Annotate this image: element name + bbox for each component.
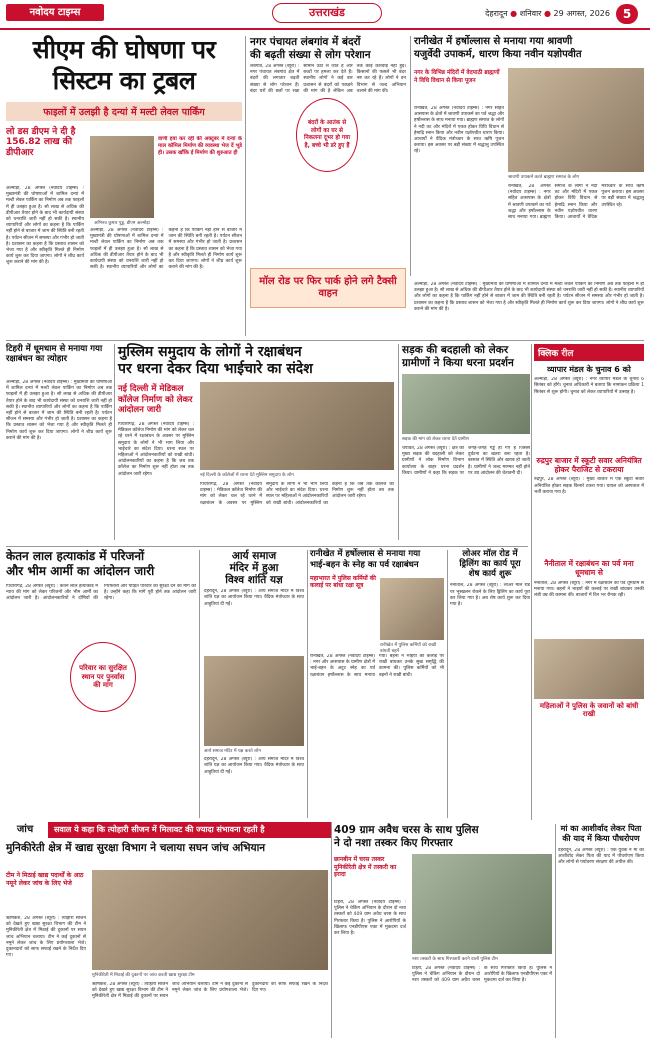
tehri-festival-headline: टिहरी में धूमधाम से मनाया गया रक्षाबंधन का त्योहार <box>6 344 103 364</box>
col-divider <box>245 36 246 336</box>
food-story <box>6 842 328 1038</box>
edition-date <box>470 8 610 19</box>
road-body: चंपावत, 28 अगस्त (ब्यूरो) : क्षेत्र की मुख्य सड़क की बदहाली को लेकर ग्रामीणों ने लोक निर्माण विभाग कार्यालय के बाहर धरना प्रदर्शन किया। ग्रामीणों ने कहा कि सड़क पर जगह-जगह गड्ढे हो गए हैं जिससे दुर्घटना का खतरा बना रहता है। बरसात में स्थिति और खराब हो जाती है। ग्रामीणों ने जल्द मरम्मत नहीं होने पर उग्र आंदोलन की चेतावनी दी। <box>402 446 530 476</box>
tehri-festival-story <box>6 344 112 540</box>
arya-headline-1: आर्य समाज <box>231 550 277 562</box>
ranikhet-rakhi-body: रानीखेत, 28 अगस्त (नवोदय टाइम्स) : नगर और आसपास के ग्रामीण क्षेत्रों में भाई-बहन के अटूट स्नेह का पर्व रक्षाबंधन हर्षोल्लास के साथ मनाया गया। बहनों ने भाइयों की कलाई पर राखी बांधकर उनके सुख समृद्धि की कामना की। पुलिस कर्मियों को भी बहनों ने राखी बांधी। <box>310 654 444 678</box>
ranikhet-rakhi-photo <box>380 578 444 640</box>
arya-headline-3: विश्व शांति यज्ञ <box>225 574 283 587</box>
ketan-story <box>6 550 196 818</box>
ranikhet-rakhi-headline-2: भाई-बहन के स्नेह का पर्व रक्षाबंधन <box>310 559 419 570</box>
food-body-left: ऋषिकेश, 28 अगस्त (ब्यूरो) : त्योहारी सीजन को देखते हुए खाद्य सुरक्षा विभाग की टीम ने मुनिकीरेती क्षेत्र में मिठाई की दुकानों पर सघन जांच अभियान चलाया। टीम ने कई दुकानों से नमूने लेकर जांच के लिए प्रयोगशाला भेजे। दुकानदारों को साफ सफाई रखने के निर्देश दिए गए। <box>6 916 86 959</box>
shravani-bullet: नगर के विभिन्न मंदिरों में वेदपाठी ब्राह्मणों ने विधि विधान से किया पूजन <box>414 70 500 84</box>
charas-story <box>334 824 552 1038</box>
lead-deck: फाइलों में उलझी है दन्यां में मल्टी लेवल पार्किंग <box>6 102 242 121</box>
monkey-story <box>250 36 406 336</box>
rakhi-protest-body-right: पिथौरागढ़, 28 अगस्त (नवोदय टाइम्स) : मेडिकल कॉलेज निर्माण की मांग को लेकर चल रहे धरने में रक्षाबंधन के अवसर पर मुस्लिम समुदाय के लोगों ने भी भाग लिया और भाईचारे का संदेश दिया। धरना स्थल पर महिलाओं ने आंदोलनकारियों को राखी बांधी। आंदोलनकारियों का कहना है कि जब तक कॉलेज का निर्माण शुरू नहीं होता तब तक आंदोलन जारी रहेगा। <box>200 482 394 506</box>
section-name: उत्तराखंड <box>272 3 382 23</box>
paper-logo: नवोदय टाइम्स <box>6 4 104 21</box>
rakhi-protest-headline-1: मुस्लिम समुदाय के लोगों ने रक्षाबंधन <box>118 344 302 360</box>
nainital-body: नैनीताल, 28 अगस्त (ब्यूरो) : नगर में रक्षाबंधन का पर्व धूमधाम से मनाया गया। बहनों ने भाइयों की कलाई पर राखी बांधकर उनकी लंबी उम्र की कामना की। बाजारों में दिन भर रौनक रही। <box>534 580 644 599</box>
ketan-body: पिथौरागढ़, 28 अगस्त (ब्यूरो) : केतन लाल हत्याकांड में न्याय की मांग को लेकर परिजनों और भीम आर्मी का आंदोलन जारी है। आंदोलनकारियों ने दोषियों की गिरफ्तारी और पीड़ित परिवार को सुरक्षा देने की मांग की है। उन्होंने कहा कि मांगें पूरी होने तक आंदोलन जारी रहेगा। <box>6 584 196 602</box>
lead-headline-2: सिस्टम का ट्रबल <box>52 65 196 95</box>
cm-photo <box>90 136 154 218</box>
scooter-headline: रुद्रपुर बाजार में स्कूटी सवार अनियंत्रित होकर पैराजिट से टकराया <box>536 456 642 474</box>
date: 29 अगस्त, 2026 <box>553 9 610 18</box>
charas-body-right: टिहरी, 28 अगस्त (नवोदय टाइम्स) : पुलिस ने चेकिंग अभियान के दौरान दो नशा तस्करों को 409 ग्राम अवैध चरस के साथ गिरफ्तार किया है। पुलिस ने आरोपियों के खिलाफ एनडीपीएस एक्ट में मुकदमा दर्ज कर लिया है। <box>412 966 552 984</box>
road-headline-2: ग्रामीणों ने किया धरना प्रदर्शन <box>402 357 514 370</box>
charas-headline-2: ने दो नशा तस्कर किए गिरफ्तार <box>334 837 453 850</box>
charas-bullet: छानबीन में चरस तस्कर मुनिकीरेती क्षेत्र में तस्करी का इरादा <box>334 856 397 878</box>
arya-photo <box>204 656 304 746</box>
col-divider <box>199 550 200 818</box>
monkey-callout <box>296 98 358 172</box>
rakhi-protest-sub: नई दिल्ली में मेडिकल कॉलेज निर्माण को लेकर आंदोलन जारी <box>118 384 193 415</box>
lead-body-left: अल्मोड़ा, 28 अगस्त (नवोदय टाइम्स) : मुख्यमंत्री की घोषणाओं में शामिल दन्यां में मल्टी लेवल पार्किंग का निर्माण अब तक फाइलों में ही उलझा हुआ है। सौ लाख से अधिक की डीपीआर तैयार होने के बाद भी कार्यदायी संस्था को धनराशि जारी नहीं हो सकी है। स्थानीय व्यापारियों और लोगों का कहना है कि पार्किंग नहीं होने से बाजार में जाम की स्थिति बनी रहती है। पर्यटन सीजन में समस्या और गंभीर हो जाती है। प्रशासन का कहना है कि प्रस्ताव शासन को भेजा गया है और स्वीकृति मिलते ही निर्माण कार्य शुरू कर दिया जाएगा। लोगों ने शीघ्र कार्य शुरू कराने की मांग की है। <box>6 186 84 266</box>
monkey-headline-1: नगर पंचायत लंबगांव में बंदरों <box>250 36 361 48</box>
lower-mall-headline-3: शेष कार्य शुरू <box>468 568 512 579</box>
shravani-story <box>414 36 644 280</box>
rakhi-protest-body-left: पिथौरागढ़, 28 अगस्त (नवोदय टाइम्स) : मेडिकल कॉलेज निर्माण की मांग को लेकर चल रहे धरने में रक्षाबंधन के अवसर पर मुस्लिम समुदाय के लोगों ने भी भाग लिया और भाईचारे का संदेश दिया। धरना स्थल पर महिलाओं ने आंदोलनकारियों को राखी बांधी। आंदोलनकारियों का कहना है कि जब तक कॉलेज का निर्माण शुरू नहीं होता तब तक आंदोलन जारी रहेगा। <box>118 422 194 477</box>
rakhi-protest-headline-2: पर धरना देकर दिया भाईचारे का संदेश <box>118 361 313 378</box>
notice-strip: अल्मोड़ा, 28 अगस्त (नवोदय टाइम्स) : मुख्यमंत्री की घोषणाओं में शामिल दन्यां में मल्टी लेवल पार्किंग का निर्माण अब तक फाइलों में ही उलझा हुआ है। सौ लाख से अधिक की डीपीआर तैयार होने के बाद भी कार्यदायी संस्था को धनराशि जारी नहीं हो सकी है। स्थानीय व्यापारियों और लोगों का कहना है कि पार्किंग नहीं होने से बाजार में जाम की स्थिति बनी रहती है। पर्यटन सीजन में समस्या और गंभीर हो जाती है। प्रशासन का कहना है कि प्रस्ताव शासन को भेजा गया है और स्वीकृति मिलते ही निर्माण कार्य शुरू कर दिया जाएगा। लोगों ने शीघ्र कार्य शुरू कराने की मांग की है। <box>414 282 644 312</box>
shravani-photo-caption: श्रावणी उपाकर्म करते ब्राह्मण समाज के लोग <box>508 175 580 180</box>
rakhi-protest-photo <box>200 382 394 470</box>
food-bullet: टीम ने मिठाई खाद्य पदार्थों के आठ नमूने लेकर जांच के लिए भेजे <box>6 872 84 887</box>
road-photo <box>402 374 530 434</box>
lower-mall-body: नैनीताल, 28 अगस्त (ब्यूरो) : लोअर मॉल रोड पर भूस्खलन रोकने के लिए ड्रिलिंग का कार्य पूरा कर लिया गया है। अब शेष कार्य शुरू कर दिया गया है। <box>450 583 530 607</box>
police-rakhi-caption: महिलाओं ने पुलिस के जवानों को बांधी राखी <box>539 701 639 718</box>
page-number: 5 <box>616 4 638 24</box>
col-divider <box>447 550 448 818</box>
shravani-headline-2: यजुर्वेदी उपाकर्म, धारण किया नवीन यज्ञोपवीत <box>414 48 582 60</box>
mother-body: देहरादून, 28 अगस्त (ब्यूरो) : एक युवक ने मां का आशीर्वाद लेकर पिता की याद में पौधरोपण किया और लोगों से पर्यावरण संरक्षण की अपील की। <box>558 848 644 866</box>
click-label-1: क्लिक <box>538 349 559 359</box>
ketan-callout <box>70 642 136 712</box>
taxi-box-text: मॉल रोड पर फिर पार्क होने लगे टैक्सी वाहन <box>259 276 397 299</box>
election-body: अल्मोड़ा, 28 अगस्त (ब्यूरो) : नगर व्यापार मंडल के चुनाव 6 सितंबर को होंगे। चुनाव अधिकारी ने बताया कि नामांकन प्रक्रिया 1 सितंबर से शुरू होगी। चुनाव को लेकर व्यापारियों में उत्साह है। <box>534 377 644 395</box>
col-divider <box>114 344 115 540</box>
charas-photo <box>412 854 552 954</box>
food-headline: मुनिकीरेती क्षेत्र में खाद्य सुरक्षा विभाग ने चलाया सघन जांच अभियान <box>6 842 266 854</box>
lead-quote: वाणी हवा कर रही की अक्टूबर में दन्यां के माल कॉमिल मिर्माण की व्यवस्था भेज दें भूडे ही। उसक खाँकि ई मिर्माण की शुरुआत ही <box>158 136 242 156</box>
ranikhet-rakhi-photo-caption: रानीखेत में पुलिस कर्मियों को राखी बांधती बहनें <box>380 643 437 654</box>
shravani-photo <box>508 68 644 172</box>
click-label-2: रील <box>561 349 574 359</box>
col-divider <box>398 344 399 540</box>
arya-body-2: देहरादून, 28 अगस्त (ब्यूरो) : आर्य समाज मंदिर में विश्व शांति यज्ञ का आयोजन किया गया। वैदिक मंत्रोच्चार के साथ आहुतियां दी गईं। <box>204 757 304 775</box>
col-divider <box>555 824 556 1038</box>
taxi-box <box>250 268 406 308</box>
col-divider <box>531 344 532 820</box>
food-photo <box>92 870 328 970</box>
bullet-dot: ● <box>510 9 518 18</box>
lower-mall-story <box>450 550 530 818</box>
mother-story <box>558 824 644 1038</box>
row-divider <box>6 546 528 547</box>
bullet-dot: ● <box>544 9 551 18</box>
rakhi-protest-story <box>118 344 394 542</box>
masthead <box>0 0 650 30</box>
arya-story <box>204 550 304 818</box>
arya-body: देहरादून, 28 अगस्त (ब्यूरो) : आर्य समाज मंदिर में विश्व शांति यज्ञ का आयोजन किया गया। वैदिक मंत्रोच्चार के साथ आहुतियां दी गईं। <box>204 589 304 607</box>
nainital-headline: नैनीताल में रक्षाबंधन का पर्व मना धूमधाम से <box>544 559 634 578</box>
monkey-callout-text: बंदरों के आतंक से लोगों का घर से निकलना दूभर हो गया है, बच्चे भी डरे हुए हैं <box>303 120 351 149</box>
ticker-label: जांच <box>16 824 34 835</box>
ketan-headline-2: और भीम आर्मी का आंदोलन जारी <box>6 563 155 578</box>
col-divider <box>307 550 308 818</box>
lead-body-right: अल्मोड़ा, 28 अगस्त (नवोदय टाइम्स) : मुख्यमंत्री की घोषणाओं में शामिल दन्यां में मल्टी लेवल पार्किंग का निर्माण अब तक फाइलों में ही उलझा हुआ है। सौ लाख से अधिक की डीपीआर तैयार होने के बाद भी कार्यदायी संस्था को धनराशि जारी नहीं हो सकी है। स्थानीय व्यापारियों और लोगों का कहना है कि पार्किंग नहीं होने से बाजार में जाम की स्थिति बनी रहती है। पर्यटन सीजन में समस्या और गंभीर हो जाती है। प्रशासन का कहना है कि प्रस्ताव शासन को भेजा गया है और स्वीकृति मिलते ही निर्माण कार्य शुरू कर दिया जाएगा। लोगों ने शीघ्र कार्य शुरू कराने की मांग की है। <box>90 228 242 271</box>
road-photo-caption: सड़क की मांग को लेकर धरना देते ग्रामीण <box>402 437 469 442</box>
shravani-headline-1: रानीखेत में हर्षोल्लास से मनाया गया श्रावणी <box>414 36 573 47</box>
click-label <box>534 344 644 361</box>
ketan-headline-1: केतन लाल हत्याकांड में परिजनों <box>6 549 145 563</box>
click-column <box>534 344 644 820</box>
police-rakhi-photo <box>534 639 644 699</box>
monkey-headline-2: की बढ़ती संख्या से लोग परेशान <box>250 49 371 62</box>
lead-bullet: लो डस डीएम ने दी है 156.82 लाख की डीपीआर <box>6 126 76 159</box>
arya-headline-2: मंदिर में हुआ <box>229 562 279 575</box>
lower-mall-headline-2: ड्रिलिंग का कार्य पूरा <box>459 558 521 569</box>
ranikhet-rakhi-headline-1: रानीखेत में हर्षोल्लास से मनाया गया <box>310 549 421 559</box>
food-body-right: ऋषिकेश, 28 अगस्त (ब्यूरो) : त्योहारी सीजन को देखते हुए खाद्य सुरक्षा विभाग की टीम ने मुनिकीरेती क्षेत्र में मिठाई की दुकानों पर सघन जांच अभियान चलाया। टीम ने कई दुकानों से नमूने लेकर जांच के लिए प्रयोगशाला भेजे। दुकानदारों को साफ सफाई रखने के निर्देश दिए गए। <box>92 982 328 1000</box>
cm-photo-caption: अभिनव कुमार पुडु, डीएम अल्मोड़ा <box>94 221 150 226</box>
ranikhet-rakhi-bullet: महाभारत में पुलिस कर्मियों की कलाई पर बांधा रक्षा सूत्र <box>310 574 376 590</box>
rakhi-protest-photo-caption: नई दिल्ली के कॉलेजों में धरना देते मुस्लिम समुदाय के लोग <box>200 473 294 478</box>
ranikhet-rakhi-story <box>310 550 444 818</box>
day: शनिवार <box>519 9 542 18</box>
row-divider <box>6 340 644 341</box>
mother-headline: मां का आशीर्वाद लेकर पिता की याद में किया पौधरोपण <box>560 824 642 843</box>
ticker-text: सवाल ये कहा कि त्योहारी सीजन में मिलावट की ज्यादा संभावना रहती है <box>48 822 332 838</box>
election-headline: व्यापार मंडल के चुनाव 6 को <box>547 365 631 374</box>
road-story <box>402 344 530 540</box>
col-divider <box>331 822 332 1038</box>
lead-headline-1: सीएम की घोषणा पर <box>32 35 216 64</box>
charas-body-left: टिहरी, 28 अगस्त (नवोदय टाइम्स) : पुलिस ने चेकिंग अभियान के दौरान दो नशा तस्करों को 409 ग्राम अवैध चरस के साथ गिरफ्तार किया है। पुलिस ने आरोपियों के खिलाफ एनडीपीएस एक्ट में मुकदमा दर्ज कर लिया है। <box>334 900 406 937</box>
shravani-body-right: रानीखेत, 28 अगस्त (नवोदय टाइम्स) : नगर सहित आसपास के क्षेत्रों में श्रावणी उपाकर्म का पर्व श्रद्धा और हर्षोल्लास के साथ मनाया गया। ब्राह्मण समाज के लोगों ने नदी तट और मंदिरों में एकत्र होकर विधि विधान से हेमाद्रि स्नान किया और नवीन यज्ञोपवीत धारण किया। आचार्यों ने वैदिक मंत्रोच्चार के साथ ऋषि पूजन कराया। इस अवसर पर बड़ी संख्या में श्रद्धालु उपस्थित रहे। <box>508 184 644 221</box>
lead-story <box>6 36 242 336</box>
monkey-body: लंबगांव, 28 अगस्त (ब्यूरो) : नगर पंचायत लंबगांव क्षेत्र में बंदरों की लगातार बढ़ती संख्या से लोग परेशान हैं। बंदर घरों की छतों पर रखा सामान उठा ले जाते हैं और बच्चों पर हमला कर देते हैं। स्थानीय लोगों ने कई बार प्रशासन से बंदरों को पकड़ने की मांग की है लेकिन अब तक कोई कार्रवाई नहीं हुई। किसानों की फसलें भी बंदर नष्ट कर रहे हैं। लोगों ने वन विभाग से जल्द अभियान चलाने की मांग की। <box>250 64 406 94</box>
shravani-body-left: रानीखेत, 28 अगस्त (नवोदय टाइम्स) : नगर सहित आसपास के क्षेत्रों में श्रावणी उपाकर्म का पर्व श्रद्धा और हर्षोल्लास के साथ मनाया गया। ब्राह्मण समाज के लोगों ने नदी तट और मंदिरों में एकत्र होकर विधि विधान से हेमाद्रि स्नान किया और नवीन यज्ञोपवीत धारण किया। आचार्यों ने वैदिक मंत्रोच्चार के साथ ऋषि पूजन कराया। इस अवसर पर बड़ी संख्या में श्रद्धालु उपस्थित रहे। <box>414 106 504 155</box>
arya-photo-caption: आर्य समाज मंदिर में यज्ञ करते लोग <box>204 749 261 755</box>
scooter-body: रुद्रपुर, 28 अगस्त (ब्यूरो) : मुख्य बाजार में एक स्कूटी सवार अनियंत्रित होकर सड़क किनारे टकरा गया। घायल को अस्पताल में भर्ती कराया गया है। <box>534 477 644 495</box>
road-headline-1: सड़क की बदहाली को लेकर <box>402 344 509 356</box>
edition: देहरादून <box>485 9 508 18</box>
tehri-festival-body: अल्मोड़ा, 28 अगस्त (नवोदय टाइम्स) : मुख्यमंत्री की घोषणाओं में शामिल दन्यां में मल्टी लेवल पार्किंग का निर्माण अब तक फाइलों में ही उलझा हुआ है। सौ लाख से अधिक की डीपीआर तैयार होने के बाद भी कार्यदायी संस्था को धनराशि जारी नहीं हो सकी है। स्थानीय व्यापारियों और लोगों का कहना है कि पार्किंग नहीं होने से बाजार में जाम की स्थिति बनी रहती है। पर्यटन सीजन में समस्या और गंभीर हो जाती है। प्रशासन का कहना है कि प्रस्ताव शासन को भेजा गया है और स्वीकृति मिलते ही निर्माण कार्य शुरू कर दिया जाएगा। लोगों ने शीघ्र कार्य शुरू कराने की मांग की है। <box>6 380 112 441</box>
lower-mall-headline-1: लोअर मॉल रोड में <box>462 549 518 559</box>
charas-headline-1: 409 ग्राम अवैध चरस के साथ पुलिस <box>334 824 479 836</box>
charas-photo-caption: नशा तस्करों के साथ गिरफ्तारी करने वाली पुलिस टीम <box>412 957 498 962</box>
ketan-callout-text: परिवार का सुरक्षित स्थान पर पुनर्वास की मांग <box>79 664 127 690</box>
col-divider <box>410 36 411 276</box>
food-photo-caption: मुनिकीरेती में मिठाई की दुकानों पर जांच करती खाद्य सुरक्षा टीम <box>92 973 195 978</box>
